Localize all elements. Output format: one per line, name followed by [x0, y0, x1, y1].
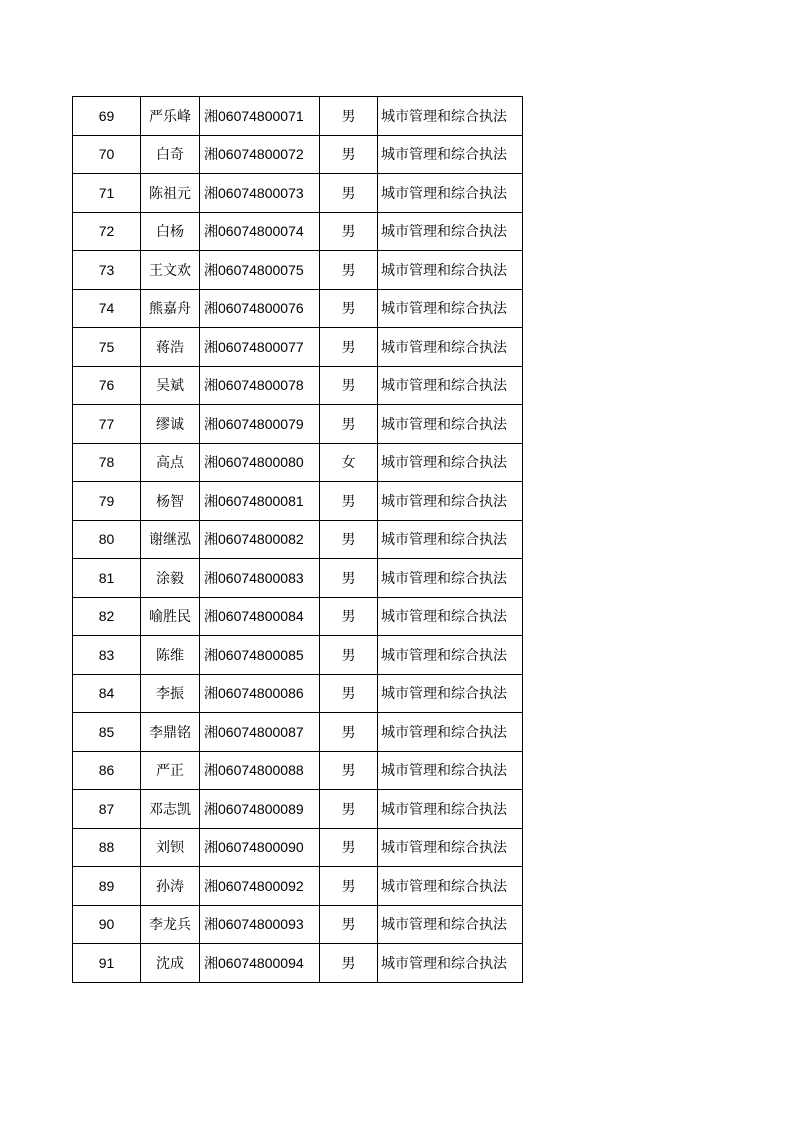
- row-number: 70: [73, 135, 141, 174]
- person-name: 邓志凯: [141, 790, 200, 829]
- person-sex: 男: [320, 405, 378, 444]
- certificate-id: [200, 828, 320, 867]
- table-row: [73, 674, 523, 713]
- person-sex: 男: [320, 97, 378, 136]
- roster-table: [72, 96, 523, 983]
- table-row: [73, 251, 523, 290]
- certificate-id: [200, 790, 320, 829]
- person-sex: 男: [320, 251, 378, 290]
- person-name: 熊嘉舟: [141, 289, 200, 328]
- department: 城市管理和综合执法: [378, 289, 523, 328]
- person-name: 白奇: [141, 135, 200, 174]
- certificate-id-prefix: 湘: [204, 224, 218, 241]
- certificate-id-number: 06074800075: [218, 261, 304, 278]
- certificate-id: [200, 174, 320, 213]
- department: 城市管理和综合执法: [378, 405, 523, 444]
- certificate-id-number: 06074800078: [218, 377, 304, 394]
- certificate-id: [200, 443, 320, 482]
- table-row: [73, 790, 523, 829]
- person-name: 杨智: [141, 482, 200, 521]
- certificate-id-prefix: 湘: [204, 763, 218, 780]
- person-sex: 男: [320, 328, 378, 367]
- table-row: [73, 366, 523, 405]
- certificate-id: [200, 97, 320, 136]
- certificate-id: [200, 559, 320, 598]
- certificate-id: [200, 867, 320, 906]
- table-row: [73, 828, 523, 867]
- person-name: 喻胜民: [141, 597, 200, 636]
- certificate-id: [200, 905, 320, 944]
- certificate-id-prefix: 湘: [204, 416, 218, 433]
- person-name: 白杨: [141, 212, 200, 251]
- person-name: 王文欢: [141, 251, 200, 290]
- department: 城市管理和综合执法: [378, 366, 523, 405]
- row-number: 83: [73, 636, 141, 675]
- person-sex: 男: [320, 597, 378, 636]
- certificate-id: [200, 597, 320, 636]
- table-row: [73, 867, 523, 906]
- table-row: [73, 212, 523, 251]
- person-name: 谢继泓: [141, 520, 200, 559]
- row-number: 88: [73, 828, 141, 867]
- certificate-id-number: 06074800094: [218, 954, 304, 971]
- certificate-id-number: 06074800073: [218, 184, 304, 201]
- table-row: [73, 289, 523, 328]
- department: 城市管理和综合执法: [378, 251, 523, 290]
- row-number: 80: [73, 520, 141, 559]
- certificate-id-number: 06074800093: [218, 916, 304, 933]
- person-sex: 男: [320, 944, 378, 983]
- person-sex: 男: [320, 674, 378, 713]
- person-name: 陈祖元: [141, 174, 200, 213]
- certificate-id-prefix: 湘: [204, 609, 218, 626]
- row-number: 86: [73, 751, 141, 790]
- certificate-id-number: 06074800092: [218, 877, 304, 894]
- certificate-id-prefix: 湘: [204, 301, 218, 318]
- certificate-id-prefix: 湘: [204, 686, 218, 703]
- certificate-id-number: 06074800079: [218, 415, 304, 432]
- certificate-id-prefix: 湘: [204, 570, 218, 587]
- certificate-id: [200, 482, 320, 521]
- certificate-id-number: 06074800083: [218, 569, 304, 586]
- person-name: 蒋浩: [141, 328, 200, 367]
- department: 城市管理和综合执法: [378, 174, 523, 213]
- row-number: 76: [73, 366, 141, 405]
- certificate-id-number: 06074800080: [218, 454, 304, 471]
- table-row: [73, 97, 523, 136]
- row-number: 84: [73, 674, 141, 713]
- certificate-id-number: 06074800076: [218, 300, 304, 317]
- certificate-id-number: 06074800081: [218, 492, 304, 509]
- certificate-id: [200, 135, 320, 174]
- department: 城市管理和综合执法: [378, 443, 523, 482]
- certificate-id-prefix: 湘: [204, 917, 218, 934]
- table-row: [73, 944, 523, 983]
- row-number: 72: [73, 212, 141, 251]
- row-number: 77: [73, 405, 141, 444]
- person-sex: 男: [320, 289, 378, 328]
- certificate-id-prefix: 湘: [204, 840, 218, 857]
- department: 城市管理和综合执法: [378, 559, 523, 598]
- person-name: 吴斌: [141, 366, 200, 405]
- certificate-id: [200, 944, 320, 983]
- person-name: 缪诚: [141, 405, 200, 444]
- person-sex: 男: [320, 636, 378, 675]
- row-number: 82: [73, 597, 141, 636]
- department: 城市管理和综合执法: [378, 520, 523, 559]
- certificate-id: [200, 289, 320, 328]
- person-sex: 男: [320, 828, 378, 867]
- person-name: 李鼎铭: [141, 713, 200, 752]
- certificate-id: [200, 636, 320, 675]
- person-name: 涂毅: [141, 559, 200, 598]
- person-sex: 女: [320, 443, 378, 482]
- department: 城市管理和综合执法: [378, 135, 523, 174]
- table-row: [73, 443, 523, 482]
- row-number: 90: [73, 905, 141, 944]
- table-row: [73, 174, 523, 213]
- person-name: 李振: [141, 674, 200, 713]
- table-row: [73, 713, 523, 752]
- department: 城市管理和综合执法: [378, 905, 523, 944]
- person-name: 高点: [141, 443, 200, 482]
- certificate-id-prefix: 湘: [204, 455, 218, 472]
- row-number: 75: [73, 328, 141, 367]
- certificate-id-prefix: 湘: [204, 185, 218, 202]
- row-number: 73: [73, 251, 141, 290]
- certificate-id-prefix: 湘: [204, 378, 218, 395]
- table-row: [73, 597, 523, 636]
- certificate-id-prefix: 湘: [204, 878, 218, 895]
- certificate-id-prefix: 湘: [204, 801, 218, 818]
- table-row: [73, 328, 523, 367]
- certificate-id-number: 06074800077: [218, 338, 304, 355]
- department: 城市管理和综合执法: [378, 828, 523, 867]
- row-number: 78: [73, 443, 141, 482]
- certificate-id-number: 06074800074: [218, 223, 304, 240]
- department: 城市管理和综合执法: [378, 674, 523, 713]
- person-sex: 男: [320, 790, 378, 829]
- row-number: 81: [73, 559, 141, 598]
- row-number: 79: [73, 482, 141, 521]
- table-row: [73, 559, 523, 598]
- certificate-id-prefix: 湘: [204, 147, 218, 164]
- person-name: 孙涛: [141, 867, 200, 906]
- certificate-id: [200, 328, 320, 367]
- person-name: 沈成: [141, 944, 200, 983]
- person-sex: 男: [320, 905, 378, 944]
- row-number: 85: [73, 713, 141, 752]
- department: 城市管理和综合执法: [378, 636, 523, 675]
- department: 城市管理和综合执法: [378, 482, 523, 521]
- certificate-id-prefix: 湘: [204, 262, 218, 279]
- certificate-id-number: 06074800088: [218, 762, 304, 779]
- certificate-id-number: 06074800071: [218, 107, 304, 124]
- person-name: 严乐峰: [141, 97, 200, 136]
- department: 城市管理和综合执法: [378, 212, 523, 251]
- certificate-id-number: 06074800084: [218, 608, 304, 625]
- table-row: [73, 751, 523, 790]
- certificate-id-prefix: 湘: [204, 647, 218, 664]
- table-row: [73, 520, 523, 559]
- department: 城市管理和综合执法: [378, 944, 523, 983]
- certificate-id-number: 06074800090: [218, 839, 304, 856]
- person-sex: 男: [320, 135, 378, 174]
- table-row: [73, 405, 523, 444]
- person-sex: 男: [320, 174, 378, 213]
- person-sex: 男: [320, 713, 378, 752]
- person-sex: 男: [320, 212, 378, 251]
- department: 城市管理和综合执法: [378, 597, 523, 636]
- certificate-id-prefix: 湘: [204, 108, 218, 125]
- person-sex: 男: [320, 867, 378, 906]
- certificate-id-number: 06074800087: [218, 723, 304, 740]
- certificate-id-number: 06074800085: [218, 646, 304, 663]
- roster-body: [73, 97, 523, 983]
- person-name: 刘钡: [141, 828, 200, 867]
- row-number: 89: [73, 867, 141, 906]
- certificate-id-number: 06074800072: [218, 146, 304, 163]
- certificate-id: [200, 713, 320, 752]
- row-number: 91: [73, 944, 141, 983]
- person-name: 陈维: [141, 636, 200, 675]
- department: 城市管理和综合执法: [378, 790, 523, 829]
- table-row: [73, 135, 523, 174]
- table-row: [73, 636, 523, 675]
- certificate-id-prefix: 湘: [204, 339, 218, 356]
- certificate-id: [200, 751, 320, 790]
- certificate-id: [200, 366, 320, 405]
- table-row: [73, 905, 523, 944]
- person-name: 李龙兵: [141, 905, 200, 944]
- department: 城市管理和综合执法: [378, 867, 523, 906]
- certificate-id: [200, 405, 320, 444]
- person-name: 严正: [141, 751, 200, 790]
- row-number: 87: [73, 790, 141, 829]
- row-number: 74: [73, 289, 141, 328]
- person-sex: 男: [320, 520, 378, 559]
- certificate-id: [200, 251, 320, 290]
- person-sex: 男: [320, 751, 378, 790]
- certificate-id-prefix: 湘: [204, 493, 218, 510]
- certificate-id: [200, 212, 320, 251]
- certificate-id-prefix: 湘: [204, 724, 218, 741]
- certificate-id-number: 06074800086: [218, 685, 304, 702]
- table-row: [73, 482, 523, 521]
- department: 城市管理和综合执法: [378, 713, 523, 752]
- department: 城市管理和综合执法: [378, 328, 523, 367]
- department: 城市管理和综合执法: [378, 97, 523, 136]
- certificate-id-prefix: 湘: [204, 955, 218, 972]
- department: 城市管理和综合执法: [378, 751, 523, 790]
- person-sex: 男: [320, 482, 378, 521]
- certificate-id: [200, 520, 320, 559]
- row-number: 69: [73, 97, 141, 136]
- certificate-id-number: 06074800089: [218, 800, 304, 817]
- row-number: 71: [73, 174, 141, 213]
- certificate-id-number: 06074800082: [218, 531, 304, 548]
- certificate-id: [200, 674, 320, 713]
- person-sex: 男: [320, 366, 378, 405]
- certificate-id-prefix: 湘: [204, 532, 218, 549]
- person-sex: 男: [320, 559, 378, 598]
